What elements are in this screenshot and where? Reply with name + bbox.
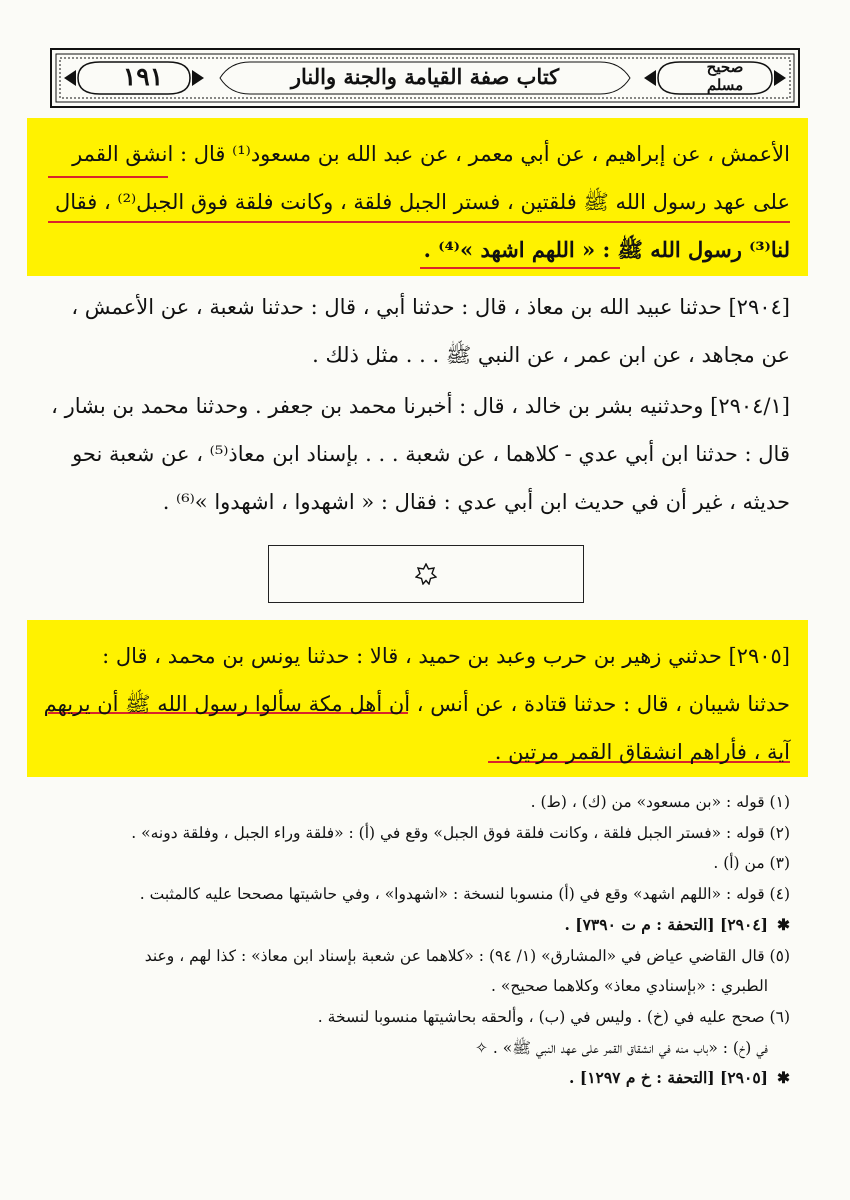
chapter-note: في (خ) : «باب منه في انشقاق القمر على عهد النبي ﷺ» . ✧ — [48, 1033, 790, 1064]
hadith-2904 — [48, 283, 790, 379]
asterisk-icon: ✱ — [777, 1068, 790, 1088]
text-line: [٢٩٠٥] حدثني زهير بن حرب وعبد بن حميد ، قالا : حدثنا يونس بن محمد ، قال : — [102, 644, 790, 668]
footnote: (٤) قوله : «اللهم اشهد» وقع في (أ) منسوبا لنسخة : «اشهدوا» ، وفي حاشيتها مصححا عليه كالمثبت . — [139, 885, 790, 904]
collection-logo — [682, 58, 768, 94]
page-number: ١٩١ — [122, 62, 164, 91]
page-header — [50, 48, 800, 108]
text-line: حدثنا شيبان ، قال : حدثنا قتادة ، عن أنس ، أن أهل مكة سألوا رسول الله ﷺ أن يريهم — [43, 692, 790, 716]
hadith-text-continued — [48, 130, 790, 274]
text-line: الأعمش ، عن إبراهيم ، عن أبي معمر ، عن عبد الله بن مسعود⁽¹⁾ قال : انشق القمر — [72, 142, 790, 166]
text-line: [٢٩٠٤] حدثنا عبيد الله بن معاذ ، قال : حدثنا أبي ، قال : حدثنا شعبة ، عن الأعمش ، — [71, 295, 790, 319]
logo-line-1: صحيح — [706, 58, 744, 76]
footnote: (٥) قال القاضي عياض في «المشارق» (١/ ٩٤) : «كلاهما عن شعبة بإسناد ابن معاذ» : كذا لهم ، وعند — [144, 946, 790, 965]
text-line: قال : حدثنا ابن أبي عدي - كلاهما ، عن شعبة . . . بإسناد ابن معاذ⁽⁵⁾ ، عن شعبة نحو — [72, 442, 790, 466]
text-line: [٢٩٠٤/١] وحدثنيه بشر بن خالد ، قال : أخبرنا محمد بن جعفر . وحدثنا محمد بن بشار ، — [51, 394, 790, 418]
text-line: لنا⁽³⁾ رسول الله ﷺ : « اللهم اشهد »⁽⁴⁾ . — [423, 237, 790, 262]
logo-line-2: مسلم — [706, 76, 744, 94]
footnote: (٢) قوله : «فستر الجبل فلقة ، وكانت فلقة فوق الجبل» وقع في (أ) : «فلقة وراء الجبل ، وفلقة دونه» . — [131, 823, 790, 842]
hadith-2904-1 — [48, 382, 790, 526]
tuhfa-reference: ✱[٢٩٠٥] [التحفة : خ م ١٢٩٧] . — [48, 1063, 790, 1094]
book-title: كتاب صفة القيامة والجنة والنار — [290, 64, 560, 89]
ornament-star-icon: ✧ — [474, 1038, 488, 1057]
tuhfa-reference: ✱[٢٩٠٤] [التحفة : م ت ٧٣٩٠] . — [48, 910, 790, 941]
section-divider — [268, 545, 584, 603]
footnote: (٣) من (أ) . — [713, 854, 790, 873]
text-line: حديثه ، غير أن في حديث ابن أبي عدي : فقال : « اشهدوا ، اشهدوا »⁽⁶⁾ . — [162, 490, 790, 514]
text-line: آية ، فأراهم انشقاق القمر مرتين . — [494, 740, 790, 764]
footnote: (٦) صحح عليه في (خ) . وليس في (ب) ، وألحقه بحاشيتها منسوبا لنسخة . — [317, 1007, 790, 1026]
footnote: (١) قوله : «بن مسعود» من (ك) ، (ط) . — [530, 793, 790, 811]
text-line: على عهد رسول الله ﷺ فلقتين ، فستر الجبل فلقة ، وكانت فلقة فوق الجبل⁽²⁾ ، فقال — [54, 190, 790, 214]
hadith-2905 — [43, 632, 790, 776]
asterisk-icon: ✱ — [777, 914, 790, 934]
text-line: عن مجاهد ، عن ابن عمر ، عن النبي ﷺ . . . مثل ذلك . — [312, 343, 790, 367]
footnotes — [48, 787, 790, 1094]
footnote-continued: الطبري : «بإسنادي معاذ» وكلاهما صحيح» . — [491, 977, 768, 996]
ornament-star-icon — [415, 563, 437, 585]
